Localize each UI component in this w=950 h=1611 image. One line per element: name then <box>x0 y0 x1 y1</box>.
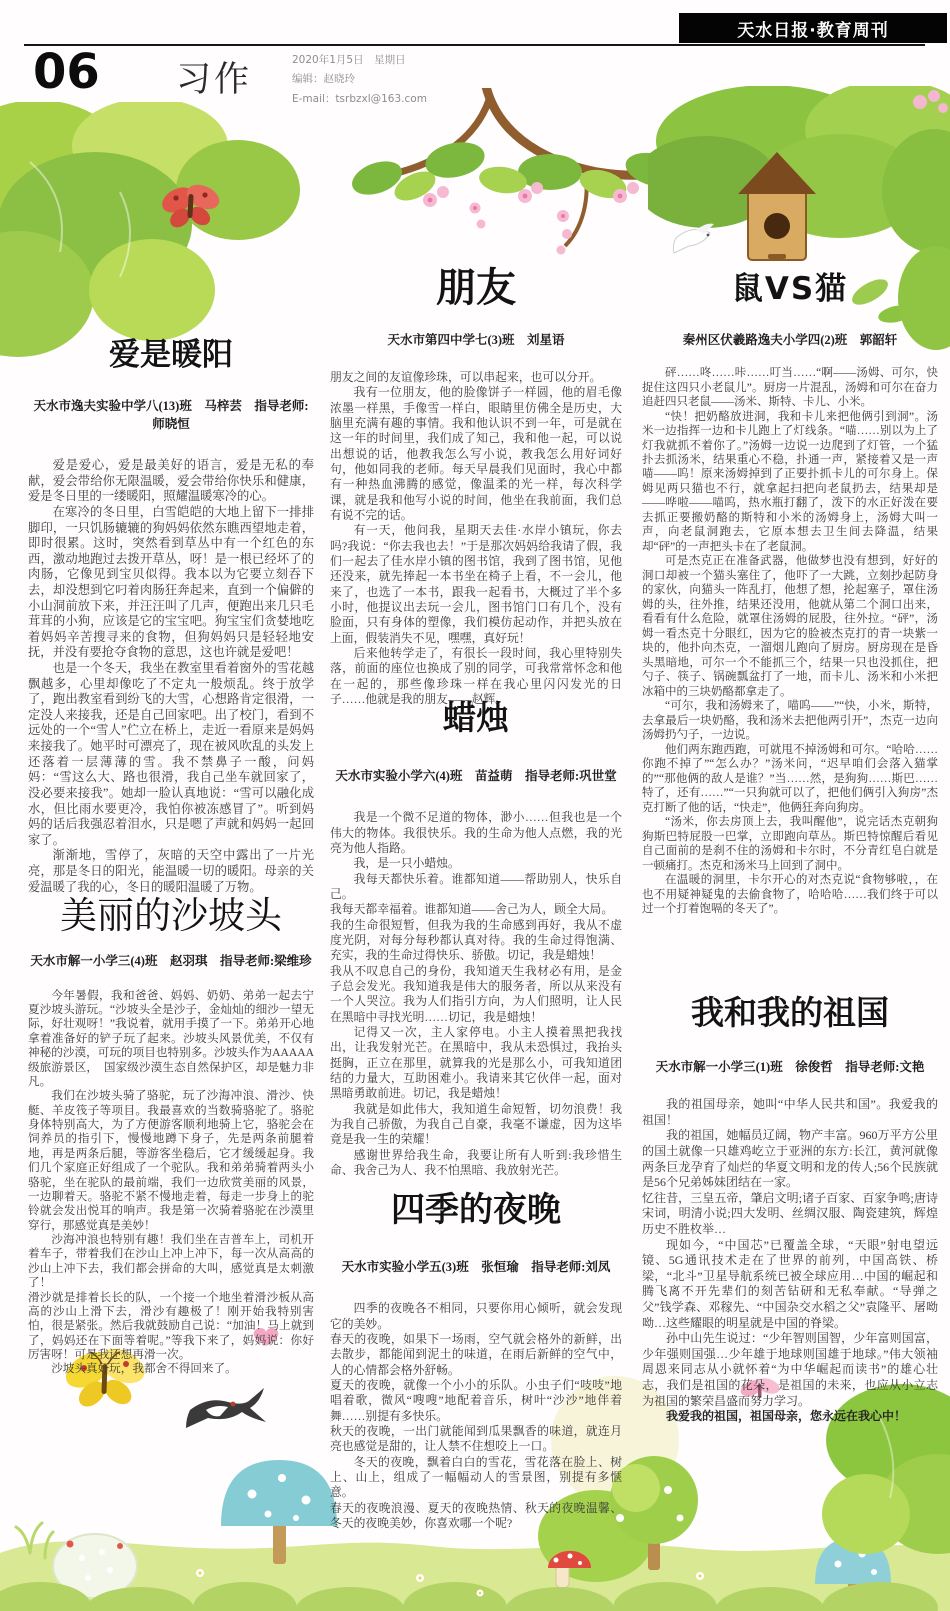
paragraph: 夏天的夜晚，就像一个小小的乐队。小虫子们“吱吱”地唱着歌，微风“嗖嗖”地配着音乐，树叶“沙沙”地伴着舞……别提有多快乐。 <box>330 1378 622 1423</box>
essay-byline: 秦州区伏羲路逸夫小学四(2)班 郭韶轩 <box>682 333 898 348</box>
paragraph: 后来他转学走了，有很长一段时间，我心里特别失落，前面的座位也换成了别的同学，可我常常怀念和他在一起的，那些像珍珠一样在我心里闪闪发光的日子……他就是我的朋友——赵辉。 <box>330 645 622 706</box>
paragraph: 春天的夜晚浪漫、夏天的夜晚热情、秋天的夜晚温馨、冬天的夜晚美妙，你喜欢哪一个呢? <box>330 1500 622 1530</box>
essay-four-season-nights <box>330 1192 622 1531</box>
paragraph: 在寒冷的冬日里，白雪皑皑的大地上留下一排排脚印，一只饥肠辘辘的狗妈妈依然东瞧西望地走着，即时很累。这时，突然看到草丛中有一个红色的东西，激动地跑过去拨开草丛，呀！是一根已经坏了的肉肠，它像见到宝贝似得。我本以为它要立刻吞下去，却没想到它叼着肉肠狂奔起来，直到一个偏僻的小山洞前放下来，并汪汪叫了几声，便跑出来几只毛茸茸的小狗，应该是它的宝宝吧。狗宝宝们贪婪地吃着妈妈辛苦搜寻来的食物，但狗妈妈只是轻轻地安抚，并没有要抢夺食物的意思，这也许就是爱吧！ <box>28 504 314 660</box>
essay-title: 鼠VS猫 <box>731 271 849 307</box>
essay-title: 朋友 <box>436 265 516 311</box>
essay-body <box>28 458 314 895</box>
paragraph: 秋天的夜晚，一出门就能闻到瓜果飘香的味道，就连月亮也感觉是甜的，让人禁不住想咬上一口。 <box>330 1424 622 1454</box>
essay-body <box>642 366 938 916</box>
paragraph: 我从不叹息自己的身份，我知道天生我材必有用，是金子总会发光。我知道我是伟大的服务者，所以从来没有一个人哭泣。我为人们指引方向，为人们照明，让人民在黑暗中寻找光明……切记，我是蜡烛！ <box>330 963 622 1024</box>
paragraph: 我每天都快乐着。谁都知道——帮助别人，快乐自己。 <box>330 871 622 901</box>
paragraph: 渐渐地，雪停了，灰暗的天空中露出了一片光亮，那是冬日的阳光，能温暖一切的暖阳。母亲的关爱温暖了我的心，冬日的暖阳温暖了万物。 <box>28 848 314 894</box>
paragraph: 他们两东跑西跑，可就甩不掉汤姆和可尔。“哈哈……你跑不掉了”“怎么办？”汤米问，“迟早咱们会落入猫掌的”“那他俩的敌人是谁？”当……然，是狗狗……斯巴……特了，还有……”“一只狗就可以了，把他们俩引入狗房”杰克打断了他的话，“快走”，他俩狂奔向狗房。 <box>642 743 938 814</box>
paragraph: 我的生命很短暂，但我为我的生命感到再好，我从不虚度光阴，对每分每秒都认真对待。我的生命过得饱满、充实，我的生命过得快乐、骄傲。切记，我是蜡烛！ <box>330 917 622 963</box>
essay-mouse-vs-cat <box>642 272 938 917</box>
paragraph: “汤米，你去房顶上去，我叫醒他”，说完话杰克朝狗狗斯巴特屁股一巴掌，立即跑向草丛。斯巴特惊醒后看见自己面前的是刹不住的汤姆和卡尔时，不分青红皂白就是一顿痛打。杰克和汤米马上回到了洞中。 <box>642 816 938 872</box>
essay-byline: 天水市解一小学三(4)班 赵羽琪 指导老师:梁维珍 <box>30 953 312 968</box>
essay-friend <box>330 266 622 707</box>
essay-body <box>28 989 314 1377</box>
paragraph: 我就是如此伟大，我知道生命短暂，切勿浪费！我为我自己骄傲，为我自己自豪，我毫不谦虚，因为这毕竟是我一生的荣耀！ <box>330 1101 622 1147</box>
paragraph: 今年暑假，我和爸爸、妈妈、奶奶、弟弟一起去宁夏沙坡头游玩。“沙坡头全是沙子，金灿灿的细沙一望无际，好壮观呀！”我说着，就用手摸了一下。弟弟开心地拿着准备好的铲子玩了起来。沙坡头风景优美，不仅有神秘的沙漠，可玩的项目也特别多。沙坡头作为AAAAA级旅游景区， 国家级沙漠生态自然保护区，却是魅力非凡。 <box>28 988 314 1088</box>
paragraph: 可是杰克正在准备武器，他做梦也没有想到，好好的洞口却被一个猫头塞住了，他吓了一大跳，立刻抄起防身的家伙，向猫头一阵乱打，他想了想，抡起塞子，罩住汤姆的头，往外推，结果还没用，他就从第二个洞口出来，看看有什么危险，就罩住汤姆的屁股，往外拉。“砰”，汤姆一看杰克十分眼红，因为它的脸被杰克打的青一块紫一块的，他扑向杰克，一溜烟儿跑向了厨房。厨房现在是昏头黑暗地，可尔一个不能抓三个，结果一只也没抓住，把勺子、筷子、锅碗瓢盆打了一地，而卡儿、汤米和小米把冰箱中的三块奶酪都拿走了。 <box>642 555 938 698</box>
essay-title: 我和我的祖国 <box>691 993 889 1032</box>
paragraph: “快！把奶酪放进洞，我和卡儿来把他俩引到洞”。汤米一边指挥一边和卡儿跑上了灯线条。“喵……别以为上了灯我就抓不着你了。”汤姆一边说一边爬到了灯管，一个猛扑去抓汤米，结果重心不稳，扑通一声，紧接着又是一声喵——呜！原来汤姆掉到了正要扑抓卡儿的可尔身上。保姆见两只猫也不行，就拿起扫把向老鼠扔去，结果却是——哗啦——喵呜，热水瓶打翻了，泼下的水正好泼在要去抓正要搬奶酪的斯特和小米的汤姆身上，汤姆大叫一声，向老鼠洞跑去，它原本想去卫生间去降温，结果却“砰”的一声把头卡在了老鼠洞。 <box>642 410 938 553</box>
essay-title: 爱是暖阳 <box>109 337 233 373</box>
paragraph: 我每天都幸福着。谁都知道——舍己为人，顾全大局。 <box>330 902 614 917</box>
paragraph: 我有一位朋友，他的脸像饼子一样圆，他的眉毛像浓墨一样黑，手像雪一样白，眼睛里仿佛全是历史，大脑里充满有趣的事情。我和他认识不到一年，可是就在这一年的时间里，我们成了知己，我和他一起，可以说出想说的话，他教我怎么写小说，教我怎么用好词好句，他如同我的老师。每天早晨我们见面时，我心中都有一种热血沸腾的感觉，像温柔的光一样，每次科学课，就是我和他写小说的时间，他坐在我前面，我们总有说不完的话。 <box>330 385 622 522</box>
paragraph: 在温暖的洞里，卡尔开心的对杰克说“食物够啦，，在也不用疑神疑鬼的去偷食物了，哈哈哈……我们终于可以过一个打着饱嗝的冬天了”。 <box>642 874 938 916</box>
essay-candle <box>330 700 622 1178</box>
paragraph: 爱是爱心，爱是最美好的语言，爱是无私的奉献，爱会带给你无限温暖，爱会带给你快乐和健康，爱是冬日里的一缕暖阳，照耀温暖寒冷的心。 <box>28 458 314 504</box>
header-rule <box>24 44 925 46</box>
essay-title: 美丽的沙坡头 <box>60 894 282 937</box>
paragraph: 我的祖国母亲，她叫“中华人民共和国”。我爱我的祖国！ <box>642 1097 938 1127</box>
essay-byline: 天水市逸夫实验中学八(13)班 马梓芸 指导老师:师晓恒 <box>33 399 309 432</box>
paragraph: 沙海冲浪也特别有趣！我们坐在吉普车上，司机开着车子，带着我们在沙山上冲上冲下，每一次从高高的沙山上冲下去，我们都会拼命的大叫，感觉真是太刺激了！ <box>28 1233 314 1290</box>
top-left-foliage-illustration <box>0 102 312 360</box>
paragraph: 孙中山先生说过：“少年智则国智，少年富则国富，少年强则国强…少年雄于地球则国雄于地球。”伟大领袖周恩来同志从小就怀着“为中华崛起而读书”的雄心壮志，我们是祖国的花朵，是祖国的未来，也应从小立志为祖国的繁荣昌盛而努力学习。 <box>642 1331 938 1408</box>
essay-body <box>330 1301 622 1531</box>
essay-body <box>330 370 622 707</box>
white-dove-icon <box>673 224 714 253</box>
paragraph: 我，是一只小蜡烛。 <box>353 856 460 871</box>
essay-love-is-warm-sun <box>28 338 314 895</box>
paragraph: 有一天，他问我，星期天去佳·水岸小镇玩，你去吗?我说：“你去我也去！”于是那次妈妈给我请了假，我们一起去了佳水岸小镇的图书馆，我到了图书馆，见他还没来，就先捧起一本书坐在椅子上看，不一会儿，他来了，也选了一本书，跟我一起看书，大概过了半个多小时，他提议出去玩一会儿，图书馆门口有几个，没有脸面，只有身体的塑像，我们模仿起动作，并把头放在上面，假装消失不见，嘿嘿，真好玩！ <box>330 523 622 645</box>
paragraph: 我们在沙坡头骑了骆驼，玩了沙海冲浪、滑沙、快艇、羊皮筏子等项目。我最喜欢的当数骑骆驼了。骆驼身体特别高大，为了方便游客顺利地骑上它，骆驼会在饲养员的指引下，慢慢地蹲下身子，先是两条前腿着地，再是两条后腿，等游客坐稳后，它才缓缓起身。我们几个家庭正好组成了一个驼队。我和弟弟骑着两头小骆驼，坐在驼队的最前端，我们一边欣赏美丽的风景，一边聊着天。骆驼不紧不慢地走着，每走一步身上的驼铃就会发出悦耳的响声。我是第一次骑着骆驼在沙漠里穿行，那感觉真是美妙！ <box>28 1089 314 1232</box>
essay-title: 蜡烛 <box>443 698 509 737</box>
masthead-banner <box>679 13 947 43</box>
paragraph: 滑沙就是排着长长的队，一个接一个地坐着滑沙板从高高的沙山上滑下去，滑沙有趣极了！刚开始我特别害怕，很是紧张。然后我就鼓励自己说：“加油！马上就到了，妈妈还在下面等着呢。”等我下来了，妈妈说：你好厉害呀！可是我还想再滑一次。 <box>28 1290 314 1362</box>
editor-name: 编辑：赵晓玲 <box>292 73 355 86</box>
paragraph: “可尔，我和汤姆来了，喵呜——”“快，小米，斯特，去拿最后一块奶酪，我和汤米去把他两引开”，杰克一边向汤姆扔勺子，一边说。 <box>642 700 938 742</box>
paragraph: 现如今，“中国芯”已覆盖全球，“天眼”射电望远镜、5G通讯技术走在了世界的前列，中国高铁、桥梁，“北斗”卫星导航系统已被全球应用…中国的崛起和腾飞离不开先辈们的刻苦钻研和无私奉献。“导弹之父”钱学森、邓稼先、“中国杂交水稻之父”袁隆平、屠呦呦…这些耀眼的明星就是中国的脊梁。 <box>642 1237 938 1330</box>
page-number: 06 <box>33 44 100 100</box>
paragraph: 我是一个微不足道的物体，渺小……但我也是一个伟大的物体。我很快乐。我的生命为他人点燃，我的光亮为他人指路。 <box>330 810 622 855</box>
paragraph: 春天的夜晚，如果下一场雨，空气就会格外的新鲜，出去散步，都能闻到泥土的味道，在雨后新鲜的空气中，人的心情都会格外舒畅。 <box>330 1332 622 1377</box>
paragraph: 冬天的夜晚，飘着白白的雪花，雪花落在脸上、树上、山上，组成了一幅幅动人的雪景图，别提有多惬意。 <box>330 1454 622 1500</box>
paragraph: 记得又一次，主人家停电。小主人摸着黑把我找出，让我发射光芒。在黑暗中，我从未恐惧过，我抬头挺胸，正立在那里，就算我的光是那么小，可我知道团结的力量大，互助困难小。我请来其它伙伴一起，面对黑暗勇敢前进。切记，我是蜡烛！ <box>330 1024 622 1101</box>
paragraph: 我的祖国，她幅员辽阔，物产丰富。960万平方公里的国土就像一只雄鸡屹立于亚洲的东方:长江，黄河就像两条巨龙孕育了灿烂的华夏文明和龙的传人;56个民族就是56个兄弟姊妹团结在一家。 <box>642 1128 938 1190</box>
paragraph: 感谢世界给我生命，我要让所有人听到:我珍惜生命、我舍己为人、我不怕黑暗、我放射光芒。 <box>330 1147 622 1177</box>
essay-byline: 天水市实验小学六(4)班 苗益萌 指导老师:巩世堂 <box>335 769 617 784</box>
essay-me-and-my-motherland <box>642 995 938 1425</box>
paragraph: 朋友之间的友谊像珍珠，可以串起来，也可以分开。 <box>330 370 602 384</box>
paragraph: 四季的夜晚各不相同，只要你用心倾听，就会发现它的美妙。 <box>330 1301 622 1331</box>
essay-byline: 天水市解一小学三(1)班 徐俊哲 指导老师:文艳 <box>655 1060 925 1075</box>
paragraph: 忆往昔，三皇五帝，肇启文明;诸子百家、百家争鸣;唐诗宋词，明清小说;四大发明、丝绸汉服、陶瓷建筑，辉煌历史不胜枚举… <box>642 1190 938 1237</box>
essay-title: 四季的夜晚 <box>391 1190 561 1230</box>
essay-byline: 天水市实验小学五(3)班 张恒瑜 指导老师:刘凤 <box>341 1260 611 1275</box>
essay-byline: 天水市第四中学七(3)班 刘星语 <box>387 333 565 347</box>
paragraph: 我爱我的祖国，祖国母亲，您永远在我心中！ <box>666 1409 907 1424</box>
paragraph: 沙坡头真好玩，我都舍不得回来了。 <box>51 1362 237 1376</box>
essay-beautiful-shapotou <box>28 896 314 1377</box>
publication-info <box>292 51 427 109</box>
section-title: 习作 <box>176 60 253 100</box>
paragraph: 砰……咚……咔……叮当……“啊——汤姆、可尔，快捉住这四只小老鼠儿”。厨房一片混乱，汤姆和可尔在奋力追赶四只老鼠——汤米、斯特、卡儿、小米。 <box>642 367 938 409</box>
essay-body <box>642 1097 938 1424</box>
paragraph: 也是一个冬天，我坐在教室里看着窗外的雪花越飘越多，心里却像吃了不定丸一般烦乱。终于放学了，跑出教室看到纷飞的大雪，心想路肯定很滑，一定没人来接我，还是自己回家吧。出了校门，看到不远处的一个“雪人”伫立在桥上，走近一看原来是妈妈来接我了。她平时可漂亮了，现在被风吹乱的头发上还落着一层薄薄的雪。我不禁鼻子一酸，问妈妈：“雪这么大、路也很滑，我自己坐车就回家了，没必要来接我”。她却一脸认真地说：“雪可以融化成水，但比雨水要更冷，我怕你被冻感冒了”。听到妈妈的话后我强忍着泪水，只是嗯了声就和妈妈一起回家了。 <box>28 661 314 847</box>
essay-body <box>330 810 622 1178</box>
masthead-banner-text: 天水日报·教育周刊 <box>737 20 889 41</box>
publication-date: 2020年1月5日 星期日 <box>292 54 406 66</box>
editor-email: E-mail：tsrbzxl@163.com <box>292 92 427 105</box>
